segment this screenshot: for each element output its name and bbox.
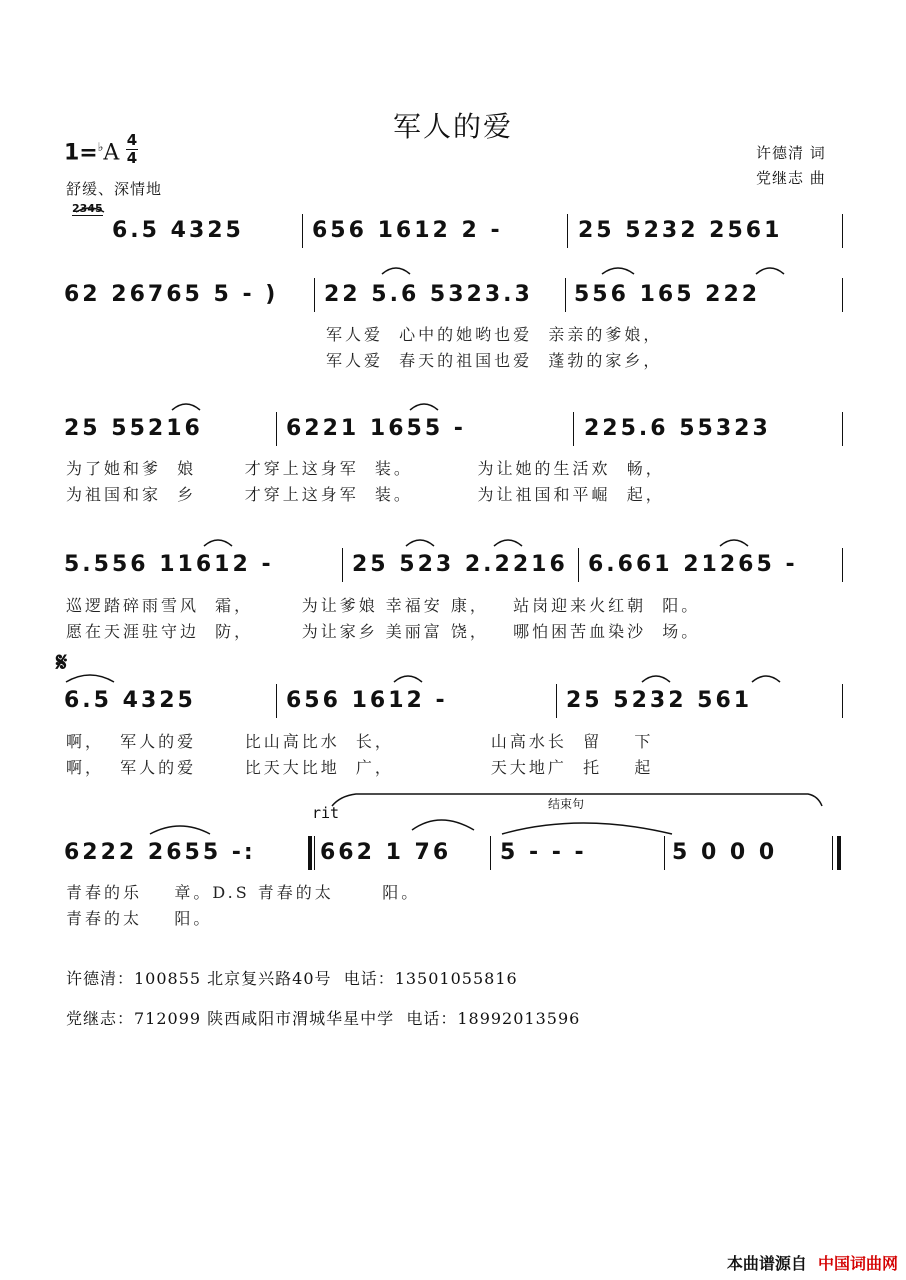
barline <box>664 836 665 870</box>
rit-marking: rit <box>312 804 340 822</box>
measure: 6.661 21265 - <box>588 552 798 577</box>
composer-credit: 党继志 曲 <box>756 169 826 187</box>
measure: 225.6 55323 <box>584 416 771 441</box>
measure: 6221 1655 - <box>286 416 466 441</box>
key-one: 1= <box>64 140 98 166</box>
measure: 25 5232 561 <box>566 688 753 713</box>
barline <box>565 278 566 312</box>
time-signature <box>126 132 138 167</box>
flat-sign: ♭ <box>97 140 104 154</box>
final-barline <box>837 836 841 870</box>
song-title: 军人的爱 <box>392 110 513 143</box>
barline <box>490 836 491 870</box>
measure: 5 - - - <box>500 840 587 865</box>
lyricist-credit: 许德清 词 <box>756 144 826 162</box>
measure: 5 0 0 0 <box>672 840 778 865</box>
measure: 22 5.6 5323.3 <box>324 282 533 307</box>
barline <box>842 548 843 582</box>
lyric-line: 军人爱 心中的她哟也爱 亲亲的爹娘， <box>326 325 663 344</box>
barline <box>832 836 833 870</box>
barline <box>842 278 843 312</box>
repeat-barline <box>308 836 312 870</box>
segno-sign: 𝄋 <box>56 648 68 678</box>
contact-line: 党继志：712099 陕西咸阳市渭城华星中学 电话：18992013596 <box>66 1009 581 1028</box>
barline <box>842 684 843 718</box>
measure: 556 165 222 <box>574 282 761 307</box>
key-signature <box>64 140 119 165</box>
measure: 5.556 11612 - <box>64 552 274 577</box>
lyric-line: 啊， 军人的爱 比天大比地 广， 天大地广 托 起 <box>66 758 654 777</box>
key-note: A <box>103 140 120 166</box>
measure: 25 523 2.2216 <box>352 552 568 577</box>
measure: 25 55216 <box>64 416 203 441</box>
barline <box>276 412 277 446</box>
barline <box>314 278 315 312</box>
measure: 6.5 4325 <box>112 218 244 243</box>
source-footer <box>727 1251 898 1274</box>
measure: 662 1 76 <box>320 840 452 865</box>
measure: 6.5 4325 <box>64 688 196 713</box>
barline <box>567 214 568 248</box>
barline <box>578 548 579 582</box>
lyric-line: 军人爱 春天的祖国也爱 蓬勃的家乡， <box>326 351 663 370</box>
ending-label: 结束句 <box>548 797 585 811</box>
lyric-line: 啊， 军人的爱 比山高比水 长， 山高水长 留 下 <box>66 732 654 751</box>
time-denominator: 4 <box>126 149 138 167</box>
barline <box>842 412 843 446</box>
measure: 25 5232 2561 <box>578 218 783 243</box>
lyric-line: 青春的太 阳。 <box>66 909 213 928</box>
barline <box>842 214 843 248</box>
time-numerator: 4 <box>126 131 138 149</box>
barline <box>556 684 557 718</box>
lyric-line: 为祖国和家 乡 才穿上这身军 装。 为让祖国和平崛 起， <box>66 485 665 504</box>
grace-notes: 2345 <box>72 202 103 215</box>
barline <box>573 412 574 446</box>
footer-brand-link[interactable]: 中国词曲网 <box>817 1254 898 1273</box>
barline <box>276 684 277 718</box>
footer-prefix: 本曲谱源自 <box>726 1254 807 1273</box>
barline <box>314 836 315 870</box>
lyric-line: 为了她和爹 娘 才穿上这身军 装。 为让她的生活欢 畅， <box>66 459 665 478</box>
measure: 656 1612 - <box>286 688 448 713</box>
barline <box>302 214 303 248</box>
contact-line: 许德清：100855 北京复兴路40号 电话：13501055816 <box>66 969 518 988</box>
lyric-line: 青春的乐 章。D.S 青春的太 阳。 <box>66 883 421 902</box>
barline <box>342 548 343 582</box>
lyric-line: 愿在天涯驻守边 防， 为让家乡 美丽富 饶， 哪怕困苦血染沙 场。 <box>66 622 701 641</box>
measure: 656 1612 2 - <box>312 218 503 243</box>
measure: 62 26765 5 - ) <box>64 282 279 307</box>
tempo-marking: 舒缓、深情地 <box>66 180 163 198</box>
lyric-line: 巡逻踏碎雨雪风 霜， 为让爹娘 幸福安 康， 站岗迎来火红朝 阳。 <box>66 596 701 615</box>
measure: 6222 2655 -: <box>64 840 256 865</box>
